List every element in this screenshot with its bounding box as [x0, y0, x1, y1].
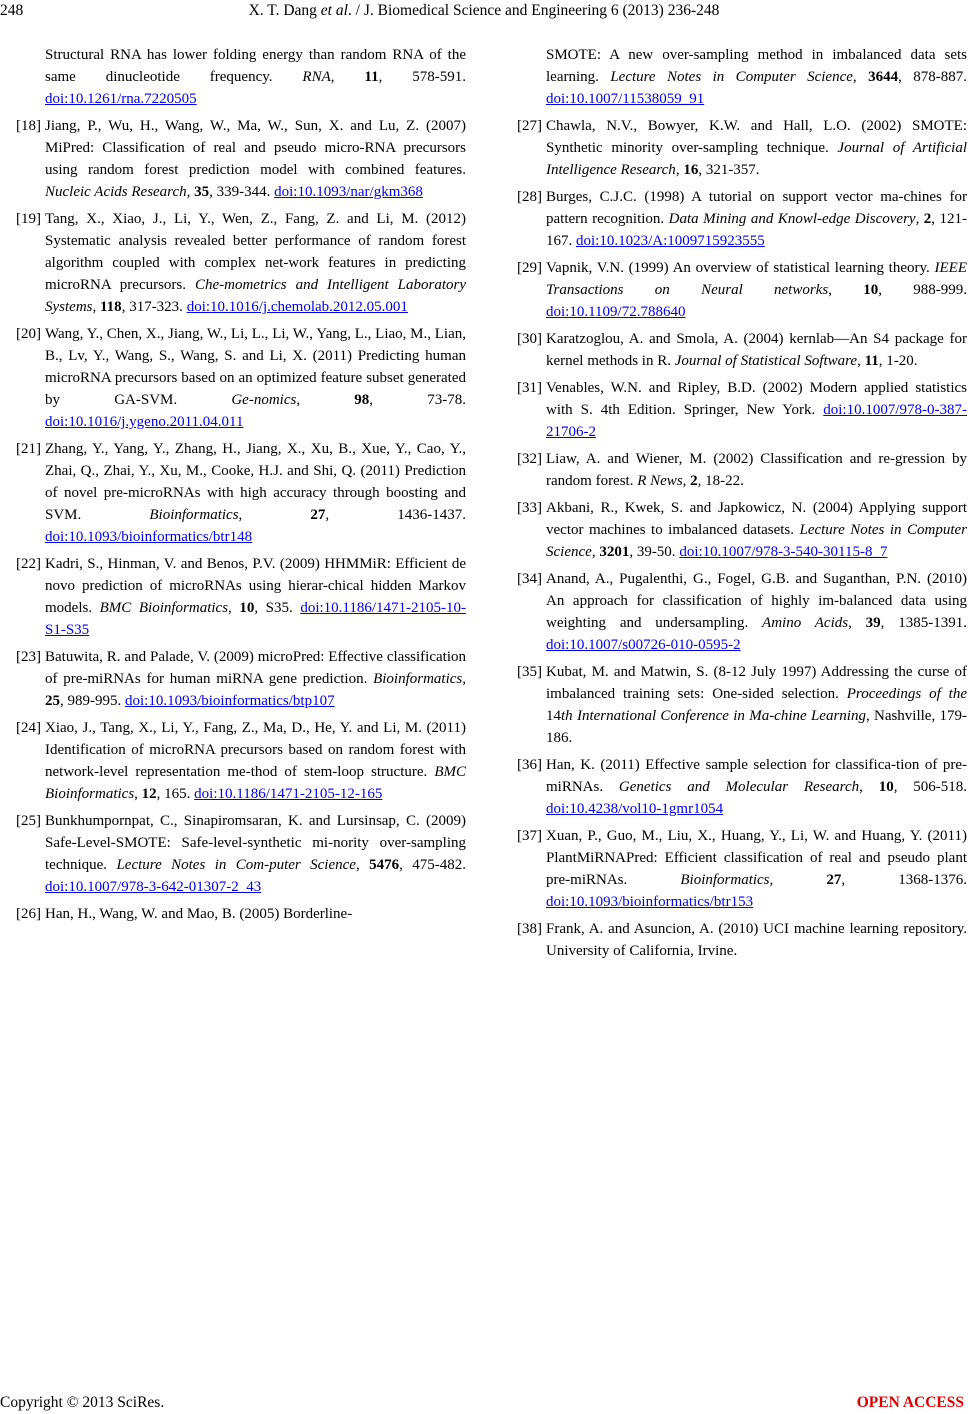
- reference-plain-text: , 1368-1376.: [841, 872, 967, 888]
- reference-text: [45, 646, 466, 712]
- reference-plain-text: Kubat, M. and Matwin, S. (8-12 July 1997) Addressing the curse of imbalanced training sets: One-sided selection.: [546, 664, 967, 702]
- reference-item: [16, 208, 466, 318]
- reference-item: [16, 553, 466, 641]
- reference-italic-text: Journal of Artificial Intelligence Research: [546, 140, 967, 178]
- reference-text: [45, 115, 466, 203]
- reference-plain-text: , 506-518.: [893, 779, 968, 795]
- reference-plain-text: Venables, W.N. and Ripley, B.D. (2002) Modern applied statistics with S. 4th Edition. Springer, New York.: [546, 380, 967, 418]
- doi-link[interactable]: doi:10.1016/j.ygeno.2011.04.011: [45, 414, 244, 430]
- reference-plain-text: ,: [228, 600, 240, 616]
- reference-plain-text: , 39-50.: [629, 544, 680, 560]
- reference-item: [517, 328, 967, 372]
- reference-text: [45, 717, 466, 805]
- reference-number: [27]: [517, 118, 542, 134]
- reference-number: [25]: [16, 813, 41, 829]
- reference-plain-text: ,: [330, 69, 365, 85]
- reference-plain-text: , 475-482.: [399, 857, 467, 873]
- reference-text: [546, 568, 967, 656]
- reference-item: [517, 186, 967, 252]
- reference-plain-text: Tang, X., Xiao, J., Li, Y., Wen, Z., Fang, Z. and Li, M. (2012) Systematic analysis revealed better performance of random forest algorithm coupled with complex net-work features in predicting microRNA precursors.: [45, 211, 466, 293]
- reference-italic-text: BMC Bioinformatics: [45, 764, 466, 802]
- open-access-label: OPEN ACCESS: [856, 1394, 964, 1411]
- doi-link[interactable]: doi:10.1007/978-3-642-01307-2_43: [45, 879, 262, 895]
- reference-number: [35]: [517, 664, 542, 680]
- reference-text: [546, 661, 967, 749]
- reference-italic-text: Data Mining and Knowl-edge Discovery: [668, 211, 916, 227]
- running-header-etal: et al: [320, 2, 348, 19]
- reference-volume: 10: [878, 779, 894, 795]
- reference-plain-text: , 989-995.: [60, 693, 125, 709]
- reference-volume: 3201: [599, 544, 630, 560]
- reference-number: [19]: [16, 211, 41, 227]
- doi-link[interactable]: doi:10.1093/nar/gkm368: [274, 184, 423, 200]
- reference-plain-text: Han, H., Wang, W. and Mao, B. (2005) Borderline-: [45, 906, 353, 922]
- reference-plain-text: Anand, A., Pugalenthi, G., Fogel, G.B. and Suganthan, P.N. (2010) An approach for classification of highly im-balanced data using weighting and undersampling.: [546, 571, 967, 631]
- reference-text: [45, 553, 466, 641]
- reference-volume: 5476: [369, 857, 400, 873]
- reference-item: [517, 754, 967, 820]
- reference-plain-text: ,: [828, 282, 864, 298]
- reference-text: [546, 257, 967, 323]
- reference-italic-text: Nucleic Acids Research: [45, 184, 187, 200]
- doi-link[interactable]: doi:10.1007/11538059_91: [546, 91, 705, 107]
- reference-plain-text: ,: [857, 353, 865, 369]
- reference-volume: 27: [310, 507, 326, 523]
- running-header-journal: . / J. Biomedical Science and Engineering 6 (2013) 236-248: [347, 2, 720, 19]
- reference-item: [517, 568, 967, 656]
- reference-volume: 12: [141, 786, 157, 802]
- reference-volume: 2: [923, 211, 932, 227]
- reference-number: [38]: [517, 921, 542, 937]
- reference-number: [20]: [16, 326, 41, 342]
- reference-plain-text: Han, K. (2011) Effective sample selection for classifica-tion of pre-miRNAs.: [546, 757, 967, 795]
- reference-italic-text: Amino Acids: [762, 615, 849, 631]
- reference-plain-text: Zhang, Y., Yang, Y., Zhang, H., Jiang, X., Xu, B., Xue, Y., Cao, Y., Zhai, Q., Zhai, Y., Xu, M., Cooke, H.J. and Shi, Q. (2011) Prediction of novel pre-microRNAs with high accuracy through boosting and SVM.: [45, 441, 466, 523]
- reference-number: [22]: [16, 556, 41, 572]
- reference-text: [546, 115, 967, 181]
- reference-plain-text: Burges, C.J.C. (1998) A tutorial on support vector ma-chines for pattern recognition.: [546, 189, 967, 227]
- reference-italic-text: Lecture Notes in Computer Science: [546, 522, 967, 560]
- reference-item: [517, 825, 967, 913]
- reference-continuation: [517, 44, 967, 110]
- reference-italic-text: th International Conference in Ma-chine Learning: [561, 708, 866, 724]
- reference-plain-text: SMOTE: A new over-sampling method in imbalanced data sets learning.: [546, 47, 967, 85]
- reference-text: [546, 448, 967, 492]
- reference-plain-text: ,: [848, 615, 866, 631]
- reference-volume: 118: [100, 299, 122, 315]
- reference-item: [517, 918, 967, 962]
- reference-plain-text: , 165.: [156, 786, 195, 802]
- reference-text: [45, 438, 466, 548]
- reference-number: [28]: [517, 189, 542, 205]
- running-header-authors: X. T. Dang: [248, 2, 321, 19]
- reference-italic-text: Proceedings of the: [846, 686, 967, 702]
- reference-continuation: [16, 44, 466, 110]
- reference-number: [34]: [517, 571, 542, 587]
- reference-number: [36]: [517, 757, 542, 773]
- copyright: Copyright © 2013 SciRes.: [0, 1394, 165, 1411]
- doi-link[interactable]: doi:10.1023/A:1009715923555: [576, 233, 765, 249]
- reference-text: [45, 323, 466, 433]
- reference-number: [24]: [16, 720, 41, 736]
- reference-plain-text: 14: [546, 708, 561, 724]
- reference-number: [29]: [517, 260, 542, 276]
- reference-text: [546, 186, 967, 252]
- reference-text: [45, 810, 466, 898]
- reference-plain-text: Wang, Y., Chen, X., Jiang, W., Li, L., Li, W., Yang, L., Liao, M., Lian, B., Lv, Y., Wang, S., Wang, S. and Li, X. (2011) Predicting human microRNA precursors based on an optimized feature subset generated by GA-SVM.: [45, 326, 466, 408]
- reference-plain-text: Vapnik, V.N. (1999) An overview of statistical learning theory.: [546, 260, 935, 276]
- reference-column-right: [517, 44, 967, 967]
- reference-item: [517, 377, 967, 443]
- reference-item: [16, 903, 466, 925]
- doi-link[interactable]: doi:10.1016/j.chemolab.2012.05.001: [186, 299, 408, 315]
- doi-link[interactable]: doi:10.1261/rna.7220505: [45, 91, 197, 107]
- reference-number: [18]: [16, 118, 41, 134]
- reference-plain-text: Xuan, P., Guo, M., Liu, X., Huang, Y., Li, W. and Huang, Y. (2011) PlantMiRNAPred: Efficient classification of real and pseudo plant pre-miRNAs.: [546, 828, 967, 888]
- reference-plain-text: ,: [915, 211, 924, 227]
- reference-plain-text: ,: [134, 786, 142, 802]
- reference-plain-text: , Nashville, 179-186.: [546, 708, 967, 746]
- reference-plain-text: Liaw, A. and Wiener, M. (2002) Classification and re-gression by random forest.: [546, 451, 967, 489]
- reference-plain-text: Akbani, R., Kwek, S. and Japkowicz, N. (2004) Applying support vector machines to imbalanced datasets.: [546, 500, 967, 538]
- reference-number: [31]: [517, 380, 542, 396]
- reference-plain-text: ,: [296, 392, 355, 408]
- reference-plain-text: ,: [355, 857, 370, 873]
- reference-text: [45, 903, 466, 925]
- reference-number: [16, 44, 45, 110]
- reference-plain-text: ,: [591, 544, 600, 560]
- reference-number: [26]: [16, 906, 41, 922]
- reference-plain-text: ,: [92, 299, 100, 315]
- reference-plain-text: ,: [859, 779, 879, 795]
- reference-item: [16, 115, 466, 203]
- reference-item: [517, 448, 967, 492]
- reference-italic-text: RNA: [302, 69, 331, 85]
- reference-plain-text: , 878-887.: [898, 69, 967, 85]
- reference-text: [546, 825, 967, 913]
- reference-item: [517, 257, 967, 323]
- reference-text: [45, 44, 466, 110]
- reference-item: [16, 717, 466, 805]
- doi-link[interactable]: doi:10.1007/s00726-010-0595-2: [546, 637, 741, 653]
- doi-link[interactable]: doi:10.1093/bioinformatics/btp107: [125, 693, 335, 709]
- reference-plain-text: Karatzoglou, A. and Smola, A. (2004) kernlab—An S4 package for kernel methods in R.: [546, 331, 967, 369]
- doi-link[interactable]: doi:10.1186/1471-2105-10-S1-S35: [45, 600, 466, 638]
- reference-item: [16, 323, 466, 433]
- reference-plain-text: ,: [675, 162, 684, 178]
- reference-text: [546, 497, 967, 563]
- reference-number: [21]: [16, 441, 41, 457]
- reference-volume: 11: [364, 69, 379, 85]
- reference-italic-text: Lecture Notes in Com-puter Science: [116, 857, 356, 873]
- reference-number: [517, 44, 546, 110]
- doi-link[interactable]: doi:10.1186/1471-2105-12-165: [194, 786, 383, 802]
- reference-number: [23]: [16, 649, 41, 665]
- reference-volume: 39: [865, 615, 881, 631]
- doi-link[interactable]: doi:10.1093/bioinformatics/btr148: [45, 529, 253, 545]
- reference-volume: 25: [45, 693, 60, 709]
- reference-volume: 10: [863, 282, 879, 298]
- reference-item: [16, 646, 466, 712]
- reference-plain-text: Jiang, P., Wu, H., Wang, W., Ma, W., Sun, X. and Lu, Z. (2007) MiPred: Classification of real and pseudo micro-RNA precursors using random forest prediction model with combined features.: [45, 118, 466, 178]
- reference-italic-text: IEEE Transactions on Neural networks: [546, 260, 967, 298]
- reference-plain-text: , 339-344.: [209, 184, 275, 200]
- reference-plain-text: Structural RNA has lower folding energy than random RNA of the same dinucleotide frequency.: [45, 47, 466, 85]
- reference-column-left: [16, 44, 466, 930]
- reference-italic-text: Bioinformatics: [680, 872, 770, 888]
- reference-plain-text: Batuwita, R. and Palade, V. (2009) microPred: Effective classification of pre-miRNAs for human miRNA gene prediction.: [45, 649, 466, 687]
- reference-italic-text: BMC Bioinformatics: [99, 600, 229, 616]
- reference-plain-text: ,: [769, 872, 827, 888]
- reference-item: [517, 115, 967, 181]
- doi-link[interactable]: doi:10.1007/978-3-540-30115-8_7: [679, 544, 888, 560]
- running-header: [0, 2, 968, 20]
- reference-number: [37]: [517, 828, 542, 844]
- reference-item: [517, 497, 967, 563]
- reference-plain-text: Chawla, N.V., Bowyer, K.W. and Hall, L.O. (2002) SMOTE: Synthetic minority over-sampling technique.: [546, 118, 967, 156]
- reference-plain-text: , 73-78.: [369, 392, 466, 408]
- reference-item: [16, 810, 466, 898]
- reference-text: [45, 208, 466, 318]
- reference-italic-text: Genetics and Molecular Research: [618, 779, 860, 795]
- doi-link[interactable]: doi:10.1007/978-0-387-21706-2: [546, 402, 967, 440]
- reference-italic-text: Bioinformatics: [149, 507, 239, 523]
- reference-plain-text: ,: [682, 473, 691, 489]
- page-number: 248: [0, 2, 24, 19]
- reference-plain-text: ,: [852, 69, 869, 85]
- reference-text: [546, 918, 967, 962]
- reference-plain-text: , 988-999.: [878, 282, 967, 298]
- reference-plain-text: Xiao, J., Tang, X., Li, Y., Fang, Z., Ma, D., He, Y. and Li, M. (2011) Identification of microRNA precursors based on random forest with network-level representation me-thod of stem-loop structure.: [45, 720, 466, 780]
- page-header: [0, 0, 968, 24]
- reference-plain-text: , 18-22.: [697, 473, 744, 489]
- reference-plain-text: , 1-20.: [878, 353, 918, 369]
- reference-number: [32]: [517, 451, 542, 467]
- reference-plain-text: , 321-357.: [698, 162, 760, 178]
- reference-item: [517, 661, 967, 749]
- reference-plain-text: ,: [186, 184, 195, 200]
- reference-number: [30]: [517, 331, 542, 347]
- doi-link[interactable]: doi:10.4238/vol10-1gmr1054: [546, 801, 724, 817]
- reference-text: [546, 754, 967, 820]
- reference-italic-text: Che-mometrics and Intelligent Laboratory Systems: [45, 277, 467, 315]
- reference-plain-text: , 317-323.: [121, 299, 187, 315]
- reference-plain-text: Frank, A. and Asuncion, A. (2010) UCI machine learning repository. University of California, Irvine.: [546, 921, 967, 959]
- reference-plain-text: , 1436-1437.: [325, 507, 467, 523]
- doi-link[interactable]: doi:10.1093/bioinformatics/btr153: [546, 894, 754, 910]
- reference-plain-text: ,: [462, 671, 466, 687]
- reference-italic-text: R News: [637, 473, 683, 489]
- reference-volume: 98: [354, 392, 370, 408]
- reference-italic-text: Bioinformatics: [373, 671, 463, 687]
- reference-text: [546, 44, 967, 110]
- reference-volume: 2: [690, 473, 698, 489]
- doi-link[interactable]: doi:10.1109/72.788640: [546, 304, 686, 320]
- reference-plain-text: , S35.: [254, 600, 301, 616]
- reference-plain-text: ,: [238, 507, 311, 523]
- reference-item: [16, 438, 466, 548]
- reference-volume: 10: [239, 600, 255, 616]
- reference-volume: 35: [194, 184, 210, 200]
- reference-volume: 16: [683, 162, 699, 178]
- reference-text: [546, 377, 967, 443]
- reference-plain-text: Kadri, S., Hinman, V. and Benos, P.V. (2009) HHMMiR: Efficient de novo prediction of microRNAs using hierar-chical hidden Markov models.: [45, 556, 466, 616]
- reference-plain-text: , 578-591.: [378, 69, 467, 85]
- reference-text: [546, 328, 967, 372]
- reference-plain-text: Bunkhumpornpat, C., Sinapiromsaran, K. and Lursinsap, C. (2009) Safe-Level-SMOTE: Safe-level-synthetic mi-nority over-sampling technique.: [45, 813, 466, 873]
- reference-italic-text: Journal of Statistical Software: [674, 353, 858, 369]
- reference-number: [33]: [517, 500, 542, 516]
- reference-italic-text: Ge-nomics: [231, 392, 297, 408]
- reference-plain-text: , 1385-1391.: [880, 615, 967, 631]
- reference-volume: 11: [864, 353, 879, 369]
- reference-volume: 3644: [868, 69, 899, 85]
- reference-volume: 27: [826, 872, 842, 888]
- reference-italic-text: Lecture Notes in Computer Science: [610, 69, 853, 85]
- reference-plain-text: , 121-167.: [546, 211, 967, 249]
